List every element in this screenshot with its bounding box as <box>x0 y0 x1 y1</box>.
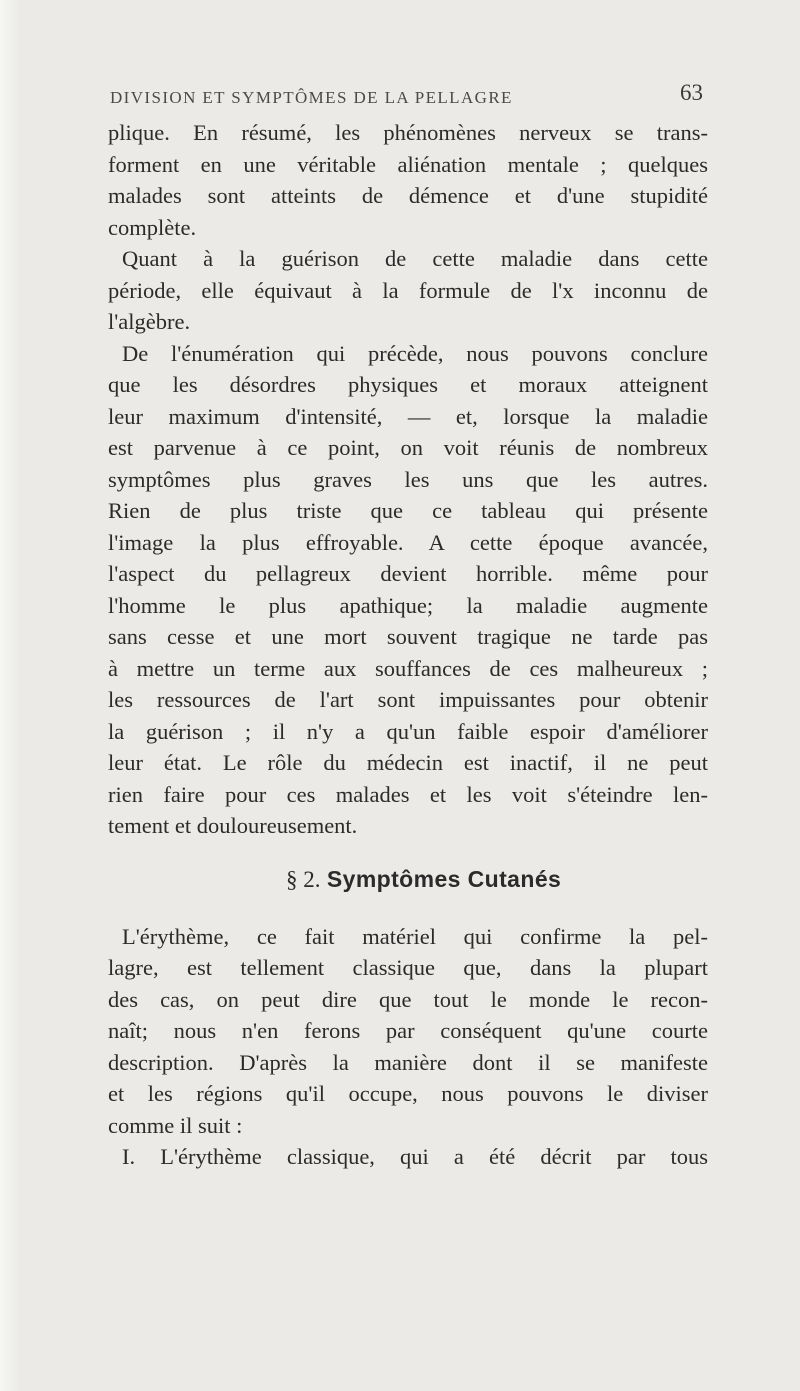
paragraph-5 <box>108 1141 708 1173</box>
text-line: description. D'après la manière dont il se manifeste <box>108 1049 708 1075</box>
text-line: que les désordres physiques et moraux atteignent <box>108 372 708 397</box>
body-text <box>108 117 708 1173</box>
page-edge <box>0 0 20 1391</box>
text-line: forment en une véritable aliénation mentale ; quelques <box>108 151 708 177</box>
text-line: De l'énumération qui précède, nous pouvons conclure <box>122 340 708 366</box>
section-title: Symptômes Cutanés <box>326 865 562 892</box>
text-line: leur état. Le rôle du médecin est inactif, il ne peut <box>108 750 708 775</box>
text-line: leur maximum d'intensité, — et, lorsque la maladie <box>108 403 708 429</box>
text-line: Rien de plus triste que ce tableau qui présente <box>108 498 708 523</box>
text-line: l'homme le plus apathique; la maladie augmente <box>108 592 708 618</box>
text-line: et les régions qu'il occupe, nous pouvons le diviser <box>108 1081 708 1106</box>
paragraph-4 <box>108 921 708 1142</box>
text-line: naît; nous n'en ferons par conséquent qu'une courte <box>108 1018 708 1043</box>
text-line: les ressources de l'art sont impuissantes pour obtenir <box>108 687 708 712</box>
text-line: est parvenue à ce point, on voit réunis de nombreux <box>108 435 708 460</box>
paragraph-1 <box>108 117 708 243</box>
section-heading <box>108 864 708 895</box>
text-line: L'érythème, ce fait matériel qui confirme la pel- <box>122 923 708 949</box>
text-line: à mettre un terme aux souffances de ces malheureux ; <box>108 655 708 681</box>
section-number: § 2. <box>286 866 321 892</box>
text-line: plique. En résumé, les phénomènes nerveux se trans- <box>108 120 708 145</box>
text-line: des cas, on peut dire que tout le monde le recon- <box>108 986 708 1012</box>
text-line: symptômes plus graves les uns que les autres. <box>108 466 708 492</box>
running-head: DIVISION ET SYMPTÔMES DE LA PELLAGRE <box>110 88 513 107</box>
text-line: lagre, est tellement classique que, dans la plupart <box>108 955 708 980</box>
paragraph-3 <box>108 338 708 842</box>
text-line: tement et douloureusement. <box>108 813 358 838</box>
text-line: période, elle équivaut à la formule de l'x inconnu de <box>108 277 708 303</box>
text-line: rien faire pour ces malades et les voit s'éteindre len- <box>108 781 708 807</box>
paragraph-2 <box>108 243 708 338</box>
text-line: l'image la plus effroyable. A cette époque avancée, <box>108 529 708 555</box>
page-number: 63 <box>680 80 703 105</box>
text-line: I. L'érythème classique, qui a été décrit par tous <box>122 1144 708 1169</box>
text-line: Quant à la guérison de cette maladie dans cette <box>122 246 708 271</box>
text-line: complète. <box>108 214 197 240</box>
text-line: la guérison ; il n'y a qu'un faible espoir d'améliorer <box>108 718 708 744</box>
text-line: comme il suit : <box>108 1112 243 1138</box>
text-line: malades sont atteints de démence et d'une stupidité <box>108 183 708 208</box>
text-line: l'aspect du pellagreux devient horrible. même pour <box>108 561 708 586</box>
text-line: l'algèbre. <box>108 309 191 334</box>
text-line: sans cesse et une mort souvent tragique ne tarde pas <box>108 624 708 649</box>
